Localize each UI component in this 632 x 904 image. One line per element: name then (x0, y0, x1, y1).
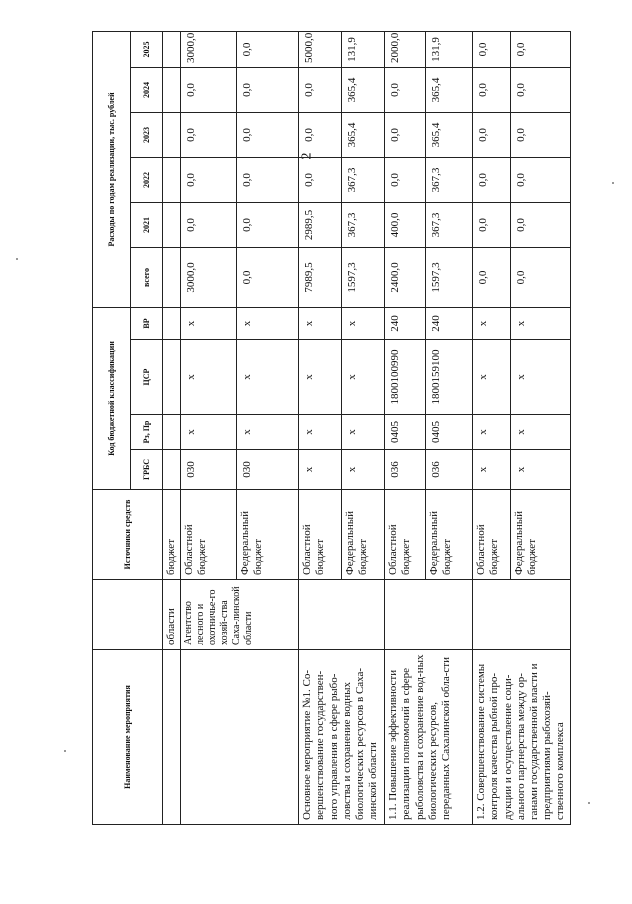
cell-2023: 0,0 (385, 112, 426, 157)
cell-total: 7989,5 (299, 247, 342, 307)
header-csr: ЦСР (131, 340, 163, 415)
cell-vr: 240 (426, 307, 473, 339)
page-number: 2 (299, 152, 315, 160)
cell-2023: 365,4 (426, 112, 473, 157)
cell-2025: 0,0 (237, 31, 299, 67)
header-2021: 2021 (131, 202, 163, 247)
cell-source: бюджет (163, 490, 181, 580)
cell-vr (163, 307, 181, 339)
cell-2025: 131,9 (426, 31, 473, 67)
cell-2022: 0,0 (237, 157, 299, 202)
cell-2022: 0,0 (510, 157, 570, 202)
cell-2022 (163, 157, 181, 202)
cell-rzpr: x (237, 415, 299, 450)
cell-grbs: 036 (385, 450, 426, 490)
cell-vr: x (473, 307, 511, 339)
cell-2023: 0,0 (473, 112, 511, 157)
header-2024: 2024 (131, 67, 163, 112)
header-total: всего (131, 247, 163, 307)
table-row (385, 31, 426, 824)
cell-csr: 1800100990 (385, 340, 426, 415)
cell-2021: 0,0 (181, 202, 237, 247)
scan-speck (16, 258, 18, 260)
header-name: Наименование мероприятия (93, 650, 163, 825)
cell-grbs: x (299, 450, 342, 490)
cell-2023: 0,0 (181, 112, 237, 157)
cell-2022: 0,0 (181, 157, 237, 202)
header-rzpr: Рз, Пр (131, 415, 163, 450)
header-vr: ВР (131, 307, 163, 339)
scan-speck (64, 750, 66, 752)
cell-2025: 3000,0 (181, 31, 237, 67)
cell-total: 1597,3 (426, 247, 473, 307)
cell-name (181, 650, 299, 825)
cell-rzpr: x (342, 415, 385, 450)
cell-2021: 400,0 (385, 202, 426, 247)
cell-2022: 367,3 (426, 157, 473, 202)
cell-2024: 365,4 (342, 67, 385, 112)
cell-2025 (163, 31, 181, 67)
header-executor (93, 580, 163, 650)
cell-grbs: 036 (426, 450, 473, 490)
cell-name: 1.2. Совершенствование системы контроля качества рыбной про-дукции и осуществление соци-ального партнерства между ор-ганами государственной власти и предприятиями рыбохозяй-ственного комплекса (473, 650, 570, 825)
cell-name: Основное мероприятие №1. Со-вершенствование государствен-ного управления в сфере рыбо-ловства и сохранение водных биологических ресурсов в Саха-линской области (299, 650, 385, 825)
cell-vr: 240 (385, 307, 426, 339)
cell-csr: x (181, 340, 237, 415)
cell-2021 (163, 202, 181, 247)
cell-rzpr: x (299, 415, 342, 450)
cell-rzpr: x (473, 415, 511, 450)
cell-csr (163, 340, 181, 415)
header-2022: 2022 (131, 157, 163, 202)
cell-csr: x (299, 340, 342, 415)
cell-source: Федеральный бюджет (426, 490, 473, 580)
cell-grbs: 030 (237, 450, 299, 490)
cell-2024: 0,0 (510, 67, 570, 112)
cell-2021: 0,0 (510, 202, 570, 247)
cell-2024: 365,4 (426, 67, 473, 112)
budget-table (92, 31, 571, 825)
header-source: Источники средств (93, 490, 163, 580)
header-grbs: ГРБС (131, 450, 163, 490)
cell-csr: x (342, 340, 385, 415)
cell-total: 3000,0 (181, 247, 237, 307)
table-row (163, 31, 181, 824)
cell-2021: 2989,5 (299, 202, 342, 247)
cell-executor (299, 580, 385, 650)
cell-source: Областной бюджет (385, 490, 426, 580)
cell-2024 (163, 67, 181, 112)
cell-vr: x (237, 307, 299, 339)
header-expenses: Расходы по годам реализации, тыс. рублей (93, 31, 131, 307)
cell-csr: 1800159100 (426, 340, 473, 415)
cell-2023: 365,4 (342, 112, 385, 157)
cell-source: Областной бюджет (299, 490, 342, 580)
cell-2025: 2000,0 (385, 31, 426, 67)
cell-total: 1597,3 (342, 247, 385, 307)
cell-2025: 0,0 (510, 31, 570, 67)
cell-2021: 367,3 (342, 202, 385, 247)
cell-executor (385, 580, 473, 650)
table-row (299, 31, 342, 824)
cell-2024: 0,0 (237, 67, 299, 112)
cell-executor: Агентство лесного и охотничье-го хозяй-ства Саха-линской области (181, 580, 299, 650)
cell-name (163, 650, 181, 825)
cell-csr: x (510, 340, 570, 415)
cell-source: Федеральный бюджет (237, 490, 299, 580)
cell-rzpr: x (510, 415, 570, 450)
scan-speck (612, 182, 614, 184)
cell-grbs (163, 450, 181, 490)
rotated-table-page (92, 32, 567, 825)
cell-2023: 0,0 (237, 112, 299, 157)
cell-total: 2400,0 (385, 247, 426, 307)
cell-rzpr: 0405 (426, 415, 473, 450)
cell-total: 0,0 (237, 247, 299, 307)
cell-2024: 0,0 (385, 67, 426, 112)
cell-source: Областной бюджет (473, 490, 511, 580)
cell-2022: 0,0 (473, 157, 511, 202)
cell-source: Областной бюджет (181, 490, 237, 580)
cell-2022: 0,0 (299, 157, 342, 202)
cell-grbs: 030 (181, 450, 237, 490)
cell-2024: 0,0 (181, 67, 237, 112)
cell-2025: 131,9 (342, 31, 385, 67)
cell-csr: x (237, 340, 299, 415)
cell-2022: 0,0 (385, 157, 426, 202)
cell-2021: 0,0 (473, 202, 511, 247)
cell-rzpr (163, 415, 181, 450)
cell-2023: 0,0 (510, 112, 570, 157)
cell-2021: 0,0 (237, 202, 299, 247)
cell-grbs: x (510, 450, 570, 490)
cell-vr: x (342, 307, 385, 339)
cell-source: Федеральный бюджет (342, 490, 385, 580)
cell-2025: 5000,0 (299, 31, 342, 67)
cell-total (163, 247, 181, 307)
cell-rzpr: x (181, 415, 237, 450)
cell-2024: 0,0 (299, 67, 342, 112)
cell-2025: 0,0 (473, 31, 511, 67)
cell-executor (473, 580, 570, 650)
cell-2024: 0,0 (473, 67, 511, 112)
cell-vr: x (299, 307, 342, 339)
cell-grbs: x (473, 450, 511, 490)
header-budget-code: Код бюджетной классификации (93, 307, 131, 489)
cell-2022: 367,3 (342, 157, 385, 202)
cell-vr: x (181, 307, 237, 339)
cell-2021: 367,3 (426, 202, 473, 247)
cell-csr: x (473, 340, 511, 415)
cell-vr: x (510, 307, 570, 339)
cell-rzpr: 0405 (385, 415, 426, 450)
cell-2023: 0,0 (299, 112, 342, 157)
header-2025: 2025 (131, 31, 163, 67)
cell-total: 0,0 (510, 247, 570, 307)
cell-total: 0,0 (473, 247, 511, 307)
scan-speck (588, 802, 590, 804)
cell-name: 1.1. Повышение эффективности реализации полномочий в сфере рыболовства и сохранение вод-ных биологических ресурсов, переданных Сахалинской обла-сти (385, 650, 473, 825)
table-row (181, 31, 237, 824)
cell-grbs: x (342, 450, 385, 490)
cell-source: Федеральный бюджет (510, 490, 570, 580)
cell-2023 (163, 112, 181, 157)
table-row (473, 31, 511, 824)
header-2023: 2023 (131, 112, 163, 157)
cell-executor: области (163, 580, 181, 650)
